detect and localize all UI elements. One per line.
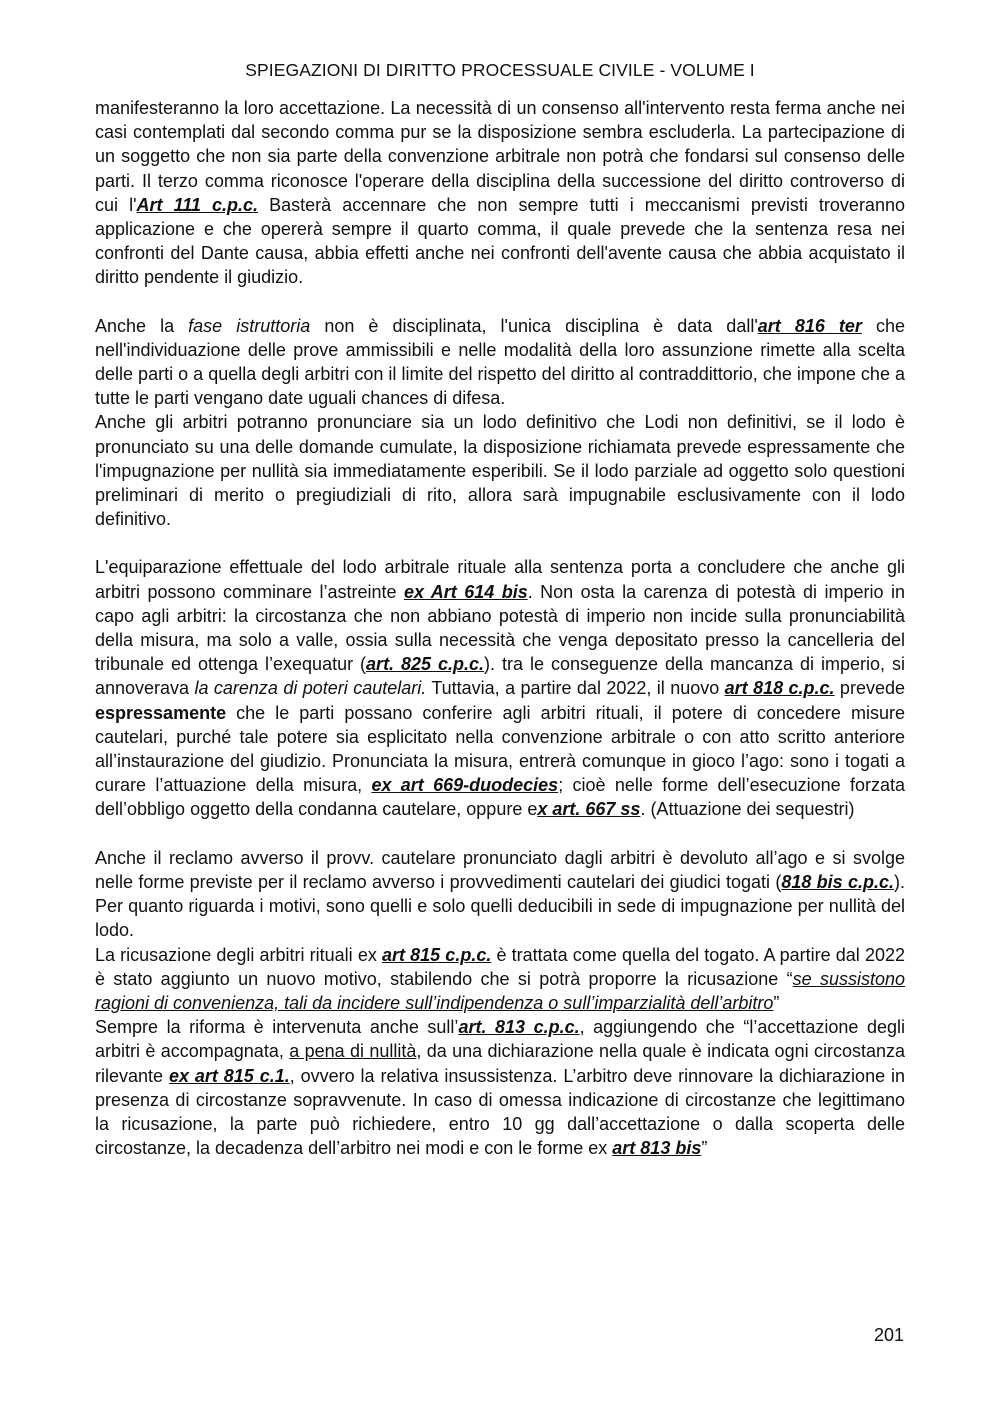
law-reference-link[interactable]: ex Art 614 bis [403, 581, 528, 602]
text-segment: . Non osta la carenza di potestà di imperio in capo agli arbitri: la circostanza che non abbiano potestà di imperio non incide sulla pronunciabilità della misura, ma solo a valle, ossia sulla necessità che venga depositato presso la cancelleria del tribunale ed ottenga l’exequatur ( [95, 581, 905, 675]
law-reference-link[interactable]: art 818 c.p.c. [724, 678, 835, 699]
text-segment: La ricusazione degli arbitri rituali ex [95, 944, 382, 965]
text-segment: ” [701, 1138, 708, 1159]
paragraph-gap [95, 531, 905, 555]
paragraph-istruttoria [95, 314, 905, 411]
text-segment: . (Attuazione dei sequestri) [640, 799, 855, 820]
paragraph-astreinte [95, 555, 905, 821]
text-segment: L'equiparazione effettuale del lodo arbitrale rituale alla sentenza porta a concludere che anche gli arbitri possono comminare l’astreinte [95, 557, 905, 602]
text-segment: manifesteranno la loro accettazione. La necessità di un consenso all'intervento resta ferma anche nei casi contemplati dal secondo comma pur se la disposizione sembra escluderla. La partecipazione di un soggetto che non sia parte della convenzione arbitrale non potrà che fondarsi sul consenso delle parti. Il terzo comma riconosce l'operare della disciplina della successione del diritto controverso di cui l' [95, 98, 905, 215]
paragraph-reclamo [95, 846, 905, 943]
italic-term: la carenza di poteri cautelari. [194, 678, 427, 699]
text-segment: Anche la [95, 315, 189, 336]
law-reference-link[interactable]: 818 bis c.p.c. [781, 871, 894, 892]
paragraph-accettazione [95, 1015, 905, 1160]
text-segment: ). tra le conseguenze della mancanza di imperio, si annoverava [95, 654, 905, 699]
text-segment: che le parti possano conferire agli arbitri rituali, il potere di concedere misure cautelari, purché tale potere sia esplicitato nella convenzione arbitrale o con atto scritto anteriore all’instaurazione del giudizio. Pronunciata la misura, entrerà comunque in gioco l’ago: sono i togati a curare l’attuazione della misura, [95, 702, 905, 796]
page-body [95, 96, 905, 1160]
paragraph-gap [95, 290, 905, 314]
text-segment: ; cioè nelle forme dell’esecuzione forzata dell’obbligo oggetto della condanna cautelare, oppure e [95, 775, 905, 820]
text-segment: Anche gli arbitri potranno pronunciare sia un lodo definitivo che Lodi non definitivi, se il lodo è pronunciato su una delle domande cumulate, la disposizione richiamata prevede espressamente che l'impugnazione per nullità sia immediatamente esperibili. Se il lodo parziale ad oggetto solo questioni preliminari di merito o pregiudiziali di rito, allora sarà impugnabile esclusivamente con il lodo definitivo. [95, 412, 905, 530]
text-segment: non è disciplinata, l'unica disciplina è data dall' [310, 315, 758, 336]
text-segment: , da una dichiarazione nella quale è indicata ogni circostanza rilevante [95, 1041, 905, 1086]
underlined-term: a pena di nullità [289, 1041, 417, 1062]
law-reference-link[interactable]: art 816 ter [757, 315, 862, 336]
text-segment: , aggiungendo che “l’accettazione degli arbitri è accompagnata, [95, 1017, 905, 1062]
text-segment: prevede [834, 678, 905, 699]
law-reference-link[interactable]: x art. 667 ss [537, 799, 641, 820]
paragraph-ricusazione [95, 943, 905, 1016]
text-segment: Sempre la riforma è intervenuta anche sull’ [95, 1017, 459, 1038]
page-number: 201 [873, 1325, 904, 1345]
text-segment: , ovvero la relativa insussistenza. L’arbitro deve rinnovare la dichiarazione in presenza di circostanze sopravvenute. In caso di omessa indicazione di circostanze che legittimano la ricusazione, la parte può richiedere, entro 10 gg dall’accettazione o dalla scoperta delle circostanze, la decadenza dell’arbitro nei modi e con le forme ex [95, 1065, 905, 1159]
quoted-motive: se sussistono ragioni di convenienza, tali da incidere sull’indipendenza o sull’imparzialità dell’arbitro [95, 968, 906, 1013]
text-segment: Basterà accennare che non sempre tutti i meccanismi previsti troveranno applicazione e che opererà sempre il quarto comma, il quale prevede che la sentenza resa nei confronti del Dante causa, abbia effetti anche nei confronti dell'avente causa che abbia acquistato il diritto pendente il giudizio. [95, 194, 905, 288]
paragraph-lodo [95, 410, 905, 531]
law-reference-link[interactable]: art 815 c.p.c. [381, 944, 492, 965]
text-segment: è trattata come quella del togato. A partire dal 2022 è stato aggiunto un nuovo motivo, stabilendo che si potrà proporre la ricusazione “ [95, 944, 905, 989]
text-segment: che nell'individuazione delle prove ammissibili e nelle modalità della loro assunzione rimette alla scelta delle parti o a quella degli arbitri con il limite del rispetto del diritto al contraddittorio, che impone che a tutte le parti vengano date uguali chances di difesa. [95, 315, 906, 409]
bold-term: espressamente [95, 702, 227, 723]
law-reference-link[interactable]: art. 813 c.p.c. [458, 1017, 580, 1038]
paragraph-gap [95, 822, 905, 846]
text-segment: Anche il reclamo avverso il provv. cautelare pronunciato dagli arbitri è devoluto all’ago e si svolge nelle forme previste per il reclamo avverso i provvedimenti cautelari dei giudici togati ( [95, 847, 905, 892]
law-reference-link[interactable]: Art 111 c.p.c. [136, 194, 259, 215]
italic-term: fase istruttoria [188, 315, 311, 336]
law-reference-link[interactable]: ex art 815 c.1. [168, 1065, 290, 1086]
law-reference-link[interactable]: art. 825 c.p.c. [366, 654, 485, 675]
paragraph-intervention [95, 96, 905, 290]
text-segment: Tuttavia, a partire dal 2022, il nuovo [426, 678, 725, 699]
law-reference-link[interactable]: art 813 bis [612, 1138, 702, 1159]
law-reference-link[interactable]: ex art 669-duodecies [371, 775, 559, 796]
text-segment: ” [773, 992, 780, 1013]
text-segment: ). Per quanto riguarda i motivi, sono quelli e solo quelli deducibili in sede di impugnazione per nullità del lodo. [95, 871, 905, 941]
running-header: SPIEGAZIONI DI DIRITTO PROCESSUALE CIVILE - VOLUME I [245, 60, 755, 80]
